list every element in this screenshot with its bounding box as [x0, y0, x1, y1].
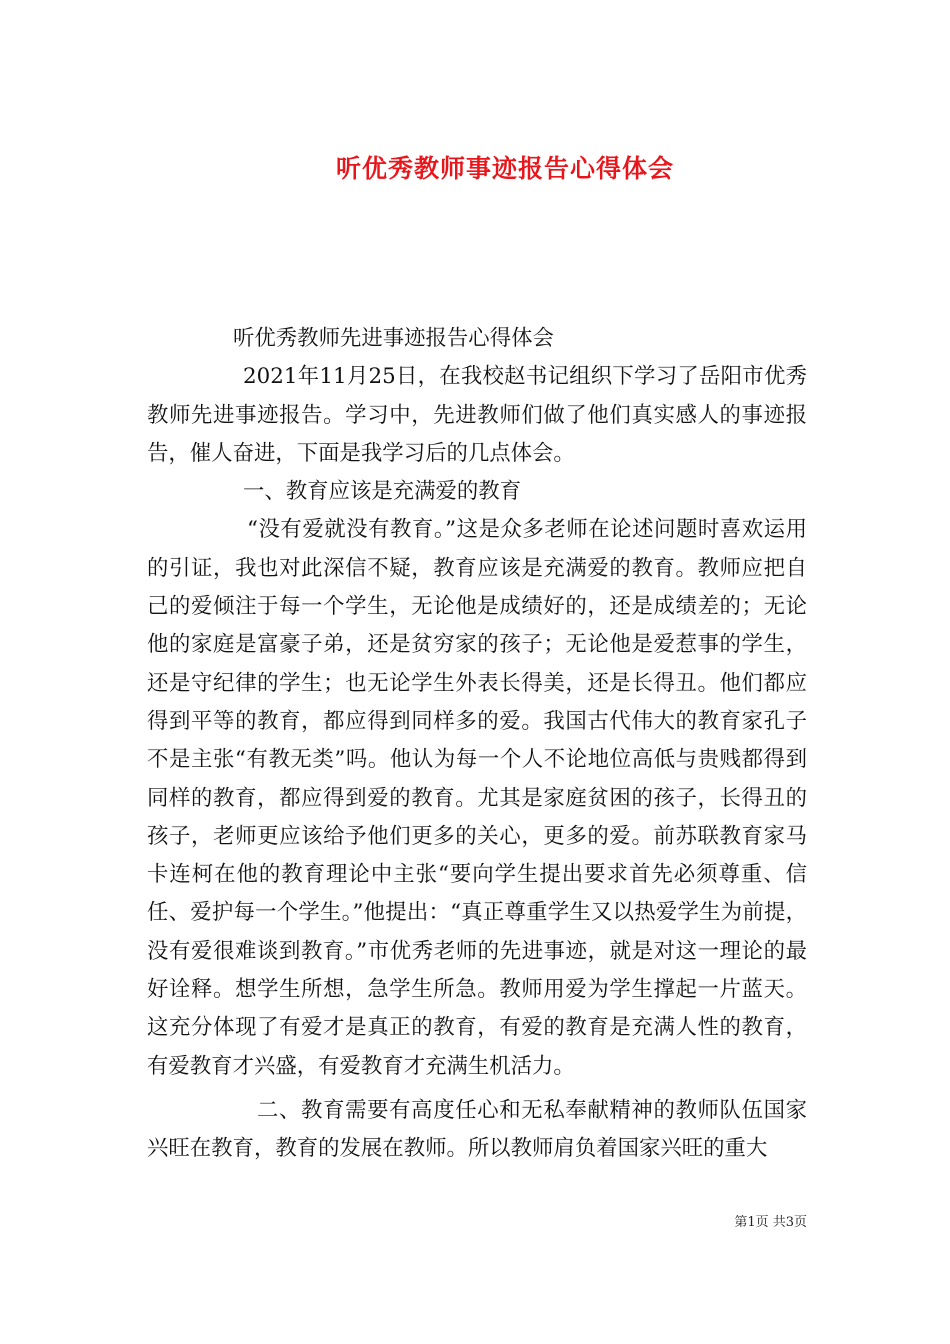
section-heading-2: 二、教育需要有高度任心和无私奉献精神的教师队伍国家兴旺在教育，教育的发展在教师。所以教师肩负着国家兴旺的重大 — [147, 1097, 807, 1162]
body-title-line: 听优秀教师先进事迹报告心得体会 — [233, 326, 554, 351]
document-title: 听优秀教师事迹报告心得体会 — [335, 153, 674, 183]
document-body — [147, 320, 807, 1169]
paragraph-intro: 2021年11月25日，在我校赵书记组织下学习了岳阳市优秀教师先进事迹报告。学习中，先进教师们做了他们真实感人的事迹报告，催人奋进，下面是我学习后的几点体会。 — [147, 364, 807, 466]
paragraph-section-1: “没有爱就没有教育。”这是众多老师在论述问题时喜欢运用的引证，我也对此深信不疑，教育应该是充满爱的教育。教师应把自己的爱倾注于每一个学生，无论他是成绩好的，还是成绩差的；无论他的家庭是富豪子弟，还是贫穷家的孩子；无论他是爱惹事的学生，还是守纪律的学生；也无论学生外表长得美，还是长得丑。他们都应得到平等的教育，都应得到同样多的爱。我国古代伟大的教育家孔子不是主张“有教无类”吗。他认为每一个人不论地位高低与贵贱都得到同样的教育，都应得到爱的教育。尤其是家庭贫困的孩子，长得丑的孩子，老师更应该给予他们更多的关心，更多的爱。前苏联教育家马卡连柯在他的教育理论中主张“要向学生提出要求首先必须尊重、信任、爱护每一个学生。”他提出：“真正尊重学生又以热爱学生为前提，没有爱很难谈到教育。”市优秀老师的先进事迹，就是对这一理论的最好诠释。想学生所想，急学生所急。教师用爱为学生撑起一片蓝天。这充分体现了有爱才是真正的教育，有爱的教育是充满人性的教育，有爱教育才兴盛，有爱教育才充满生机活力。 — [147, 517, 807, 1079]
section-heading-1: 一、教育应该是充满爱的教育 — [243, 479, 522, 505]
page-number: 第1页 共3页 — [734, 1215, 807, 1230]
